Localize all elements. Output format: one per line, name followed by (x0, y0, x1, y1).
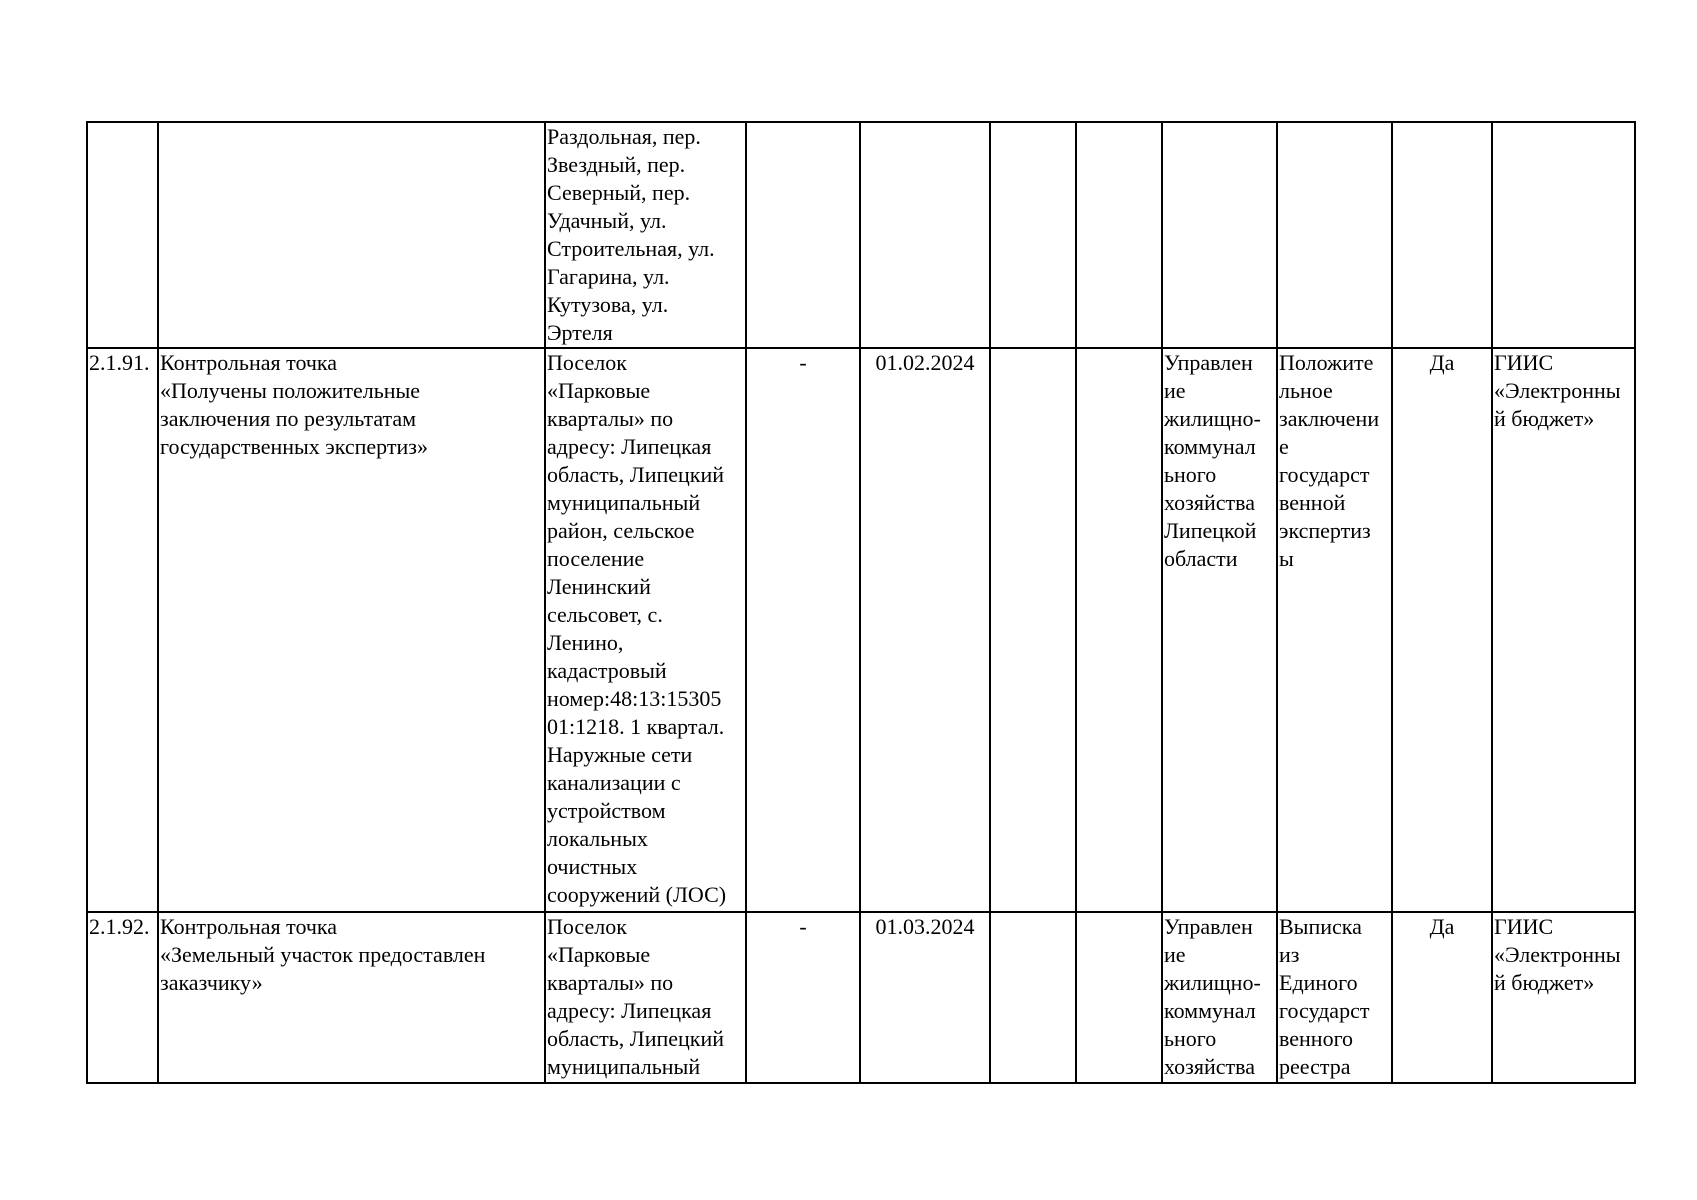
document-text: венной (1279, 490, 1346, 515)
control-point-text: «Получены положительные (160, 378, 421, 403)
document-text: венного (1279, 1026, 1354, 1051)
address-text: сооружений (ЛОС) (547, 882, 727, 907)
control-point-text: Контрольная точка (160, 350, 338, 375)
system-cell (1492, 122, 1635, 348)
responsible-text: ие (1164, 378, 1186, 403)
responsible-text: жилищно- (1164, 406, 1261, 431)
address-text: Ленино, (547, 630, 624, 655)
date-cell: 01.03.2024 (860, 912, 990, 1083)
plan-table (86, 121, 1636, 1084)
dash-cell: - (746, 912, 860, 1083)
address-text: адресу: Липецкая (547, 434, 712, 459)
address-cell (545, 122, 746, 348)
address-text: номер:48:13:15305 (547, 686, 722, 711)
document-text: из (1279, 942, 1300, 967)
control-point-text: «Земельный участок предоставлен (160, 942, 486, 967)
system-text: «Электронны (1494, 942, 1621, 967)
responsible-text: коммунал (1164, 434, 1256, 459)
yes-cell (1392, 122, 1492, 348)
system-text: ГИИС (1494, 350, 1554, 375)
empty-cell (990, 912, 1076, 1083)
address-text: Северный, пер. (547, 180, 691, 205)
address-text: Наружные сети (547, 742, 693, 767)
responsible-text: Управлен (1164, 350, 1253, 375)
responsible-cell (1162, 348, 1277, 912)
address-text: сельсовет, с. (547, 602, 663, 627)
system-text: й бюджет» (1494, 406, 1595, 431)
responsible-text: ьного (1164, 462, 1217, 487)
address-text: Строительная, ул. (547, 236, 715, 261)
responsible-text: коммунал (1164, 998, 1256, 1023)
document-text: государст (1279, 998, 1370, 1023)
empty-cell (1076, 122, 1162, 348)
responsible-text: жилищно- (1164, 970, 1261, 995)
dash-cell: - (746, 348, 860, 912)
document-text: ы (1279, 546, 1294, 571)
address-text: Гагарина, ул. (547, 264, 670, 289)
responsible-cell (1162, 122, 1277, 348)
system-text: й бюджет» (1494, 970, 1595, 995)
document-text: Единого (1279, 970, 1358, 995)
control-point-text: Контрольная точка (160, 914, 338, 939)
address-cell (545, 912, 746, 1083)
system-cell (1492, 912, 1635, 1083)
address-text: Ленинский (547, 574, 651, 599)
control-point-cell (158, 122, 545, 348)
row-number-cell: 2.1.91. (87, 348, 158, 912)
address-text: «Парковые (547, 942, 651, 967)
responsible-text: Липецкой (1164, 518, 1257, 543)
address-text: муниципальный (547, 490, 701, 515)
document-text: реестра (1279, 1054, 1351, 1079)
document-text: е (1279, 434, 1289, 459)
address-text: кварталы» по (547, 406, 674, 431)
document-text: Положите (1279, 350, 1374, 375)
date-cell: 01.02.2024 (860, 348, 990, 912)
yes-cell: Да (1392, 912, 1492, 1083)
yes-cell: Да (1392, 348, 1492, 912)
address-text: кадастровый (547, 658, 667, 683)
address-text: 01:1218. 1 квартал. (547, 714, 725, 739)
responsible-text: ьного (1164, 1026, 1217, 1051)
table-body (87, 122, 1635, 1083)
responsible-text: области (1164, 546, 1238, 571)
control-point-cell (158, 348, 545, 912)
document-text: экспертиз (1279, 518, 1371, 543)
address-text: район, сельское (547, 518, 695, 543)
address-text: очистных (547, 854, 638, 879)
address-text: канализации с (547, 770, 681, 795)
empty-cell (990, 122, 1076, 348)
address-text: «Парковые (547, 378, 651, 403)
document-text: Выписка (1279, 914, 1362, 939)
system-cell (1492, 348, 1635, 912)
system-text: «Электронны (1494, 378, 1621, 403)
system-text: ГИИС (1494, 914, 1554, 939)
control-point-text: заключения по результатам (160, 406, 417, 431)
address-text: Звездный, пер. (547, 152, 686, 177)
address-text: Эртеля (547, 320, 613, 345)
table-row (87, 348, 1635, 912)
responsible-cell (1162, 912, 1277, 1083)
row-number-cell (87, 122, 158, 348)
document-text: льное (1279, 378, 1333, 403)
address-text: Поселок (547, 350, 627, 375)
address-cell (545, 348, 746, 912)
control-point-cell (158, 912, 545, 1083)
empty-cell (990, 348, 1076, 912)
document-cell (1277, 912, 1392, 1083)
table-row (87, 912, 1635, 1083)
empty-cell (1076, 348, 1162, 912)
responsible-text: хозяйства (1164, 1054, 1255, 1079)
address-text: муниципальный (547, 1054, 701, 1079)
address-text: Поселок (547, 914, 627, 939)
address-text: область, Липецкий (547, 1026, 725, 1051)
control-point-text: заказчику» (160, 970, 263, 995)
empty-cell (1076, 912, 1162, 1083)
address-text: область, Липецкий (547, 462, 725, 487)
address-text: адресу: Липецкая (547, 998, 712, 1023)
dash-cell (746, 122, 860, 348)
address-text: Кутузова, ул. (547, 292, 669, 317)
responsible-text: хозяйства (1164, 490, 1255, 515)
control-point-text: государственных экспертиз» (160, 434, 428, 459)
address-text: устройством (547, 798, 666, 823)
document-cell (1277, 122, 1392, 348)
address-text: локальных (547, 826, 648, 851)
date-cell (860, 122, 990, 348)
row-number-cell: 2.1.92. (87, 912, 158, 1083)
address-text: кварталы» по (547, 970, 674, 995)
address-text: Удачный, ул. (547, 208, 667, 233)
address-text: Раздольная, пер. (547, 124, 701, 149)
responsible-text: ие (1164, 942, 1186, 967)
address-text: поселение (547, 546, 645, 571)
table-row (87, 122, 1635, 348)
document-text: государст (1279, 462, 1370, 487)
document-cell (1277, 348, 1392, 912)
document-text: заключени (1279, 406, 1380, 431)
responsible-text: Управлен (1164, 914, 1253, 939)
